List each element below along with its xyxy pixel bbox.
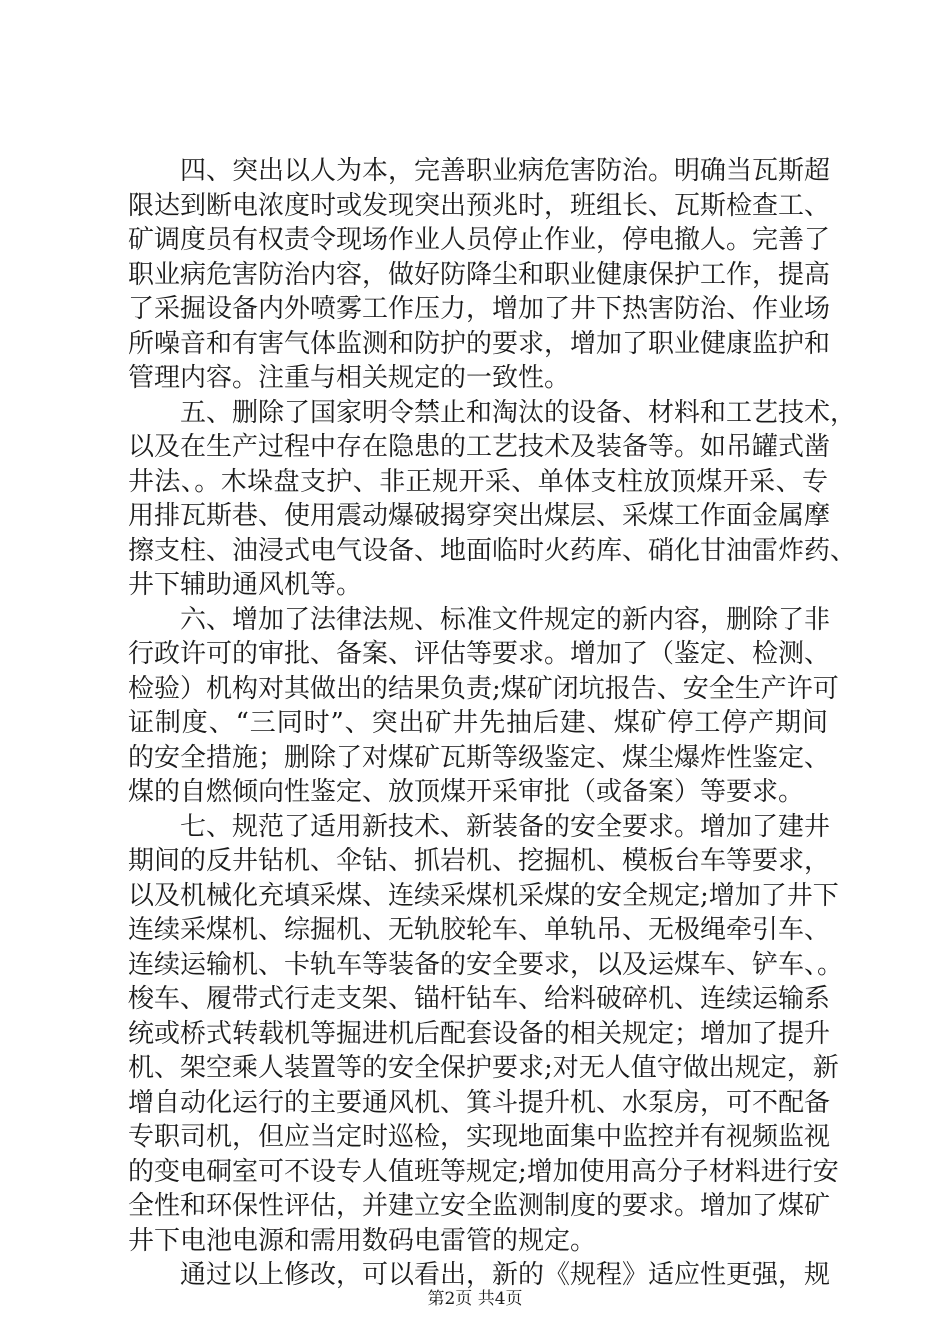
text-line: 限达到断电浓度时或发现突出预兆时，班组长、瓦斯检查工、	[128, 190, 831, 221]
text-line: 四、突出以人为本，完善职业病危害防治。明确当瓦斯超	[180, 156, 831, 186]
text-line: 机、架空乘人装置等的安全保护要求;对无人值守做出规定，新	[128, 1053, 839, 1083]
text-line: 井下辅助通风机等。	[128, 570, 363, 600]
text-line: 通过以上修改，可以看出，新的《规程》适应性更强，规	[180, 1260, 831, 1290]
text-line: 的安全措施；删除了对煤矿瓦斯等级鉴定、煤尘爆炸性鉴定、	[128, 742, 831, 773]
text-line: 以及机械化充填采煤、连续采煤机采煤的安全规定;增加了井下	[128, 880, 839, 911]
text-line: 证制度、“三同时”、突出矿井先抽后建、煤矿停工停产期间	[128, 708, 828, 738]
paragraph	[128, 396, 857, 603]
text-line: 行政许可的审批、备案、评估等要求。增加了（鉴定、检测、	[128, 639, 831, 669]
text-line: 统或桥式转载机等掘进机后配套设备的相关规定；增加了提升	[128, 1018, 831, 1049]
paragraph	[128, 603, 839, 810]
text-line: 全性和环保性评估，并建立安全监测制度的要求。增加了煤矿	[128, 1191, 831, 1221]
text-line: 以及在生产过程中存在隐患的工艺技术及装备等。如吊罐式凿	[128, 432, 831, 462]
text-line: 职业病危害防治内容，做好防降尘和职业健康保护工作，提高	[128, 259, 831, 290]
text-line: 五、删除了国家明令禁止和淘汰的设备、材料和工艺技术，	[180, 397, 857, 428]
paragraph	[128, 154, 831, 396]
text-line: 六、增加了法律法规、标准文件规定的新内容，删除了非	[180, 604, 831, 635]
text-line: 矿调度员有权责令现场作业人员停止作业，停电撤人。完善了	[128, 225, 831, 255]
text-line: 所噪音和有害气体监测和防护的要求，增加了职业健康监护和	[128, 328, 831, 359]
text-line: 七、规范了适用新技术、新装备的安全要求。增加了建井	[180, 811, 831, 842]
text-line: 井法、。木垛盘支护、非正规开采、单体支柱放顶煤开采、专	[128, 466, 828, 497]
text-line: 检验）机构对其做出的结果负责;煤矿闭坑报告、安全生产许可	[128, 673, 839, 704]
text-line: 擦支柱、油浸式电气设备、地面临时火药库、硝化甘油雷炸药、	[128, 535, 857, 566]
text-line: 连续采煤机、综掘机、无轨胶轮车、单轨吊、无极绳牵引车、	[128, 915, 831, 945]
text-line: 管理内容。注重与相关规定的一致性。	[128, 363, 571, 393]
text-line: 连续运输机、卡轨车等装备的安全要求，以及运煤车、铲车、。	[128, 949, 844, 980]
text-line: 井下电池电源和需用数码电雷管的规定。	[128, 1225, 597, 1256]
text-line: 梭车、履带式行走支架、锚杆钻车、给料破碎机、连续运输系	[128, 984, 831, 1014]
text-line: 专职司机，但应当定时巡检，实现地面集中监控并有视频监视	[128, 1122, 831, 1152]
text-line: 期间的反井钻机、伞钻、抓岩机、挖掘机、模板台车等要求，	[128, 846, 831, 876]
text-line: 煤的自燃倾向性鉴定、放顶煤开采审批（或备案）等要求。	[128, 777, 805, 807]
paragraph	[128, 810, 844, 1259]
text-line: 用排瓦斯巷、使用震动爆破揭穿突出煤层、采煤工作面金属摩	[128, 501, 831, 531]
document-body	[128, 154, 857, 1293]
text-line: 的变电硐室可不设专人值班等规定;增加使用高分子材料进行安	[128, 1156, 839, 1187]
page-footer: 第2页 共4页	[427, 1289, 523, 1309]
text-line: 了采掘设备内外喷雾工作压力，增加了井下热害防治、作业场	[128, 294, 831, 324]
text-line: 增自动化运行的主要通风机、箕斗提升机、水泵房，可不配备	[128, 1087, 831, 1118]
